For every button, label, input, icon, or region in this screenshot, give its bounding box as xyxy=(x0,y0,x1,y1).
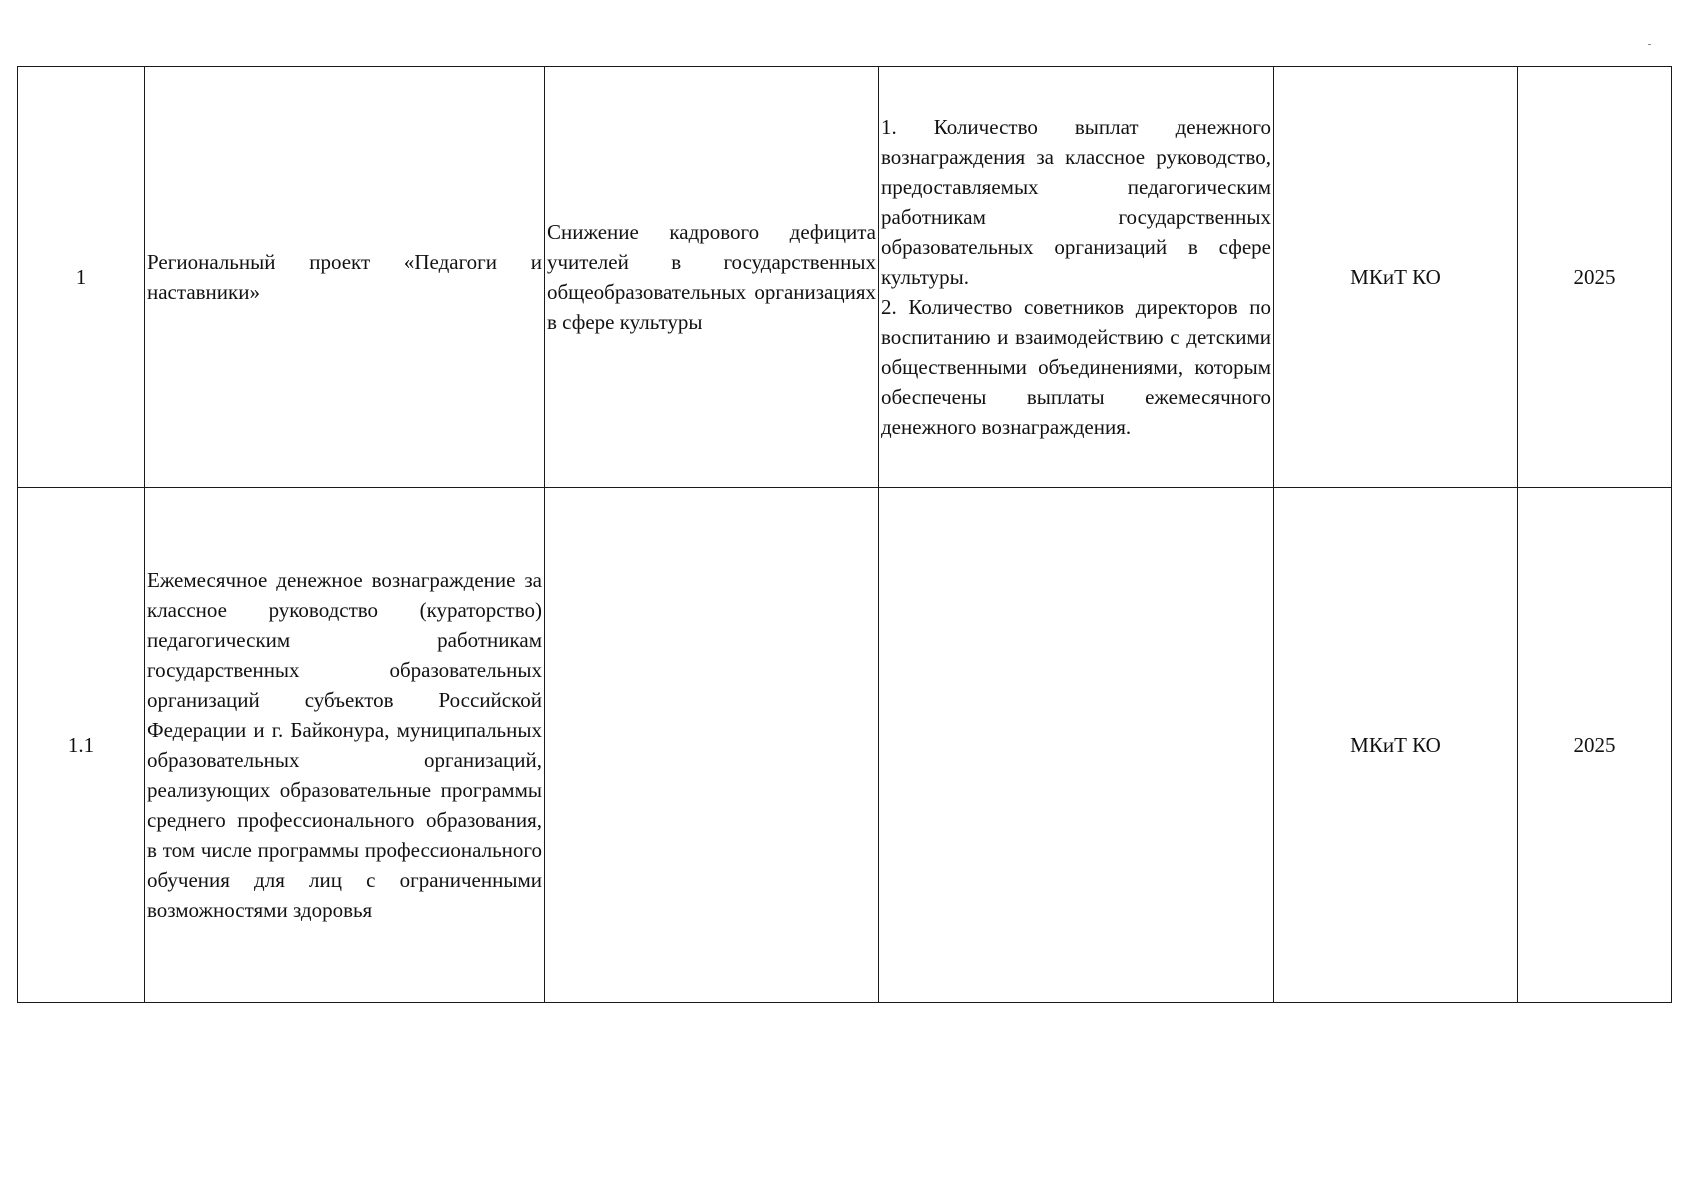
scan-mark xyxy=(1648,44,1651,45)
year-cell: 2025 xyxy=(1518,67,1672,488)
activity-name: Ежемесячное денежное вознаграждение за классное руководство (кураторство) педагогическим работникам государственных образовательных организаций субъектов Российской Федерации и г. Байконура, муниципальных образовательных организаций, реализующих образовательные программы среднего профессионального образования, в том числе программы профессионального обучения для лиц с ограниченными возможностями здоровья xyxy=(147,568,542,922)
project-name: Региональный проект «Педагоги и наставники» xyxy=(147,250,542,304)
table-row xyxy=(18,488,1672,1003)
year-cell: 2025 xyxy=(1518,488,1672,1003)
indicators-cell xyxy=(879,67,1274,488)
activities-table xyxy=(17,66,1672,1003)
project-name-cell xyxy=(145,67,545,488)
project-name-cell xyxy=(145,488,545,1003)
row-number-cell: 1 xyxy=(18,67,145,488)
table-row xyxy=(18,67,1672,488)
row-number-cell: 1.1 xyxy=(18,488,145,1003)
goal-cell xyxy=(545,488,879,1003)
indicator-1: 1. Количество выплат денежного вознаграждения за классное руководство, предоставляемых педагогическим работникам государственных образовательных организаций в сфере культуры. xyxy=(881,115,1271,289)
indicators-cell xyxy=(879,488,1274,1003)
responsible-cell: МКиТ КО xyxy=(1274,67,1518,488)
indicator-2: 2. Количество советников директоров по воспитанию и взаимодействию с детскими общественными объединениями, которым обеспечены выплаты ежемесячного денежного вознаграждения. xyxy=(881,295,1271,439)
goal-text: Снижение кадрового дефицита учителей в государственных общеобразовательных организациях в сфере культуры xyxy=(547,220,876,334)
goal-cell xyxy=(545,67,879,488)
responsible-cell: МКиТ КО xyxy=(1274,488,1518,1003)
